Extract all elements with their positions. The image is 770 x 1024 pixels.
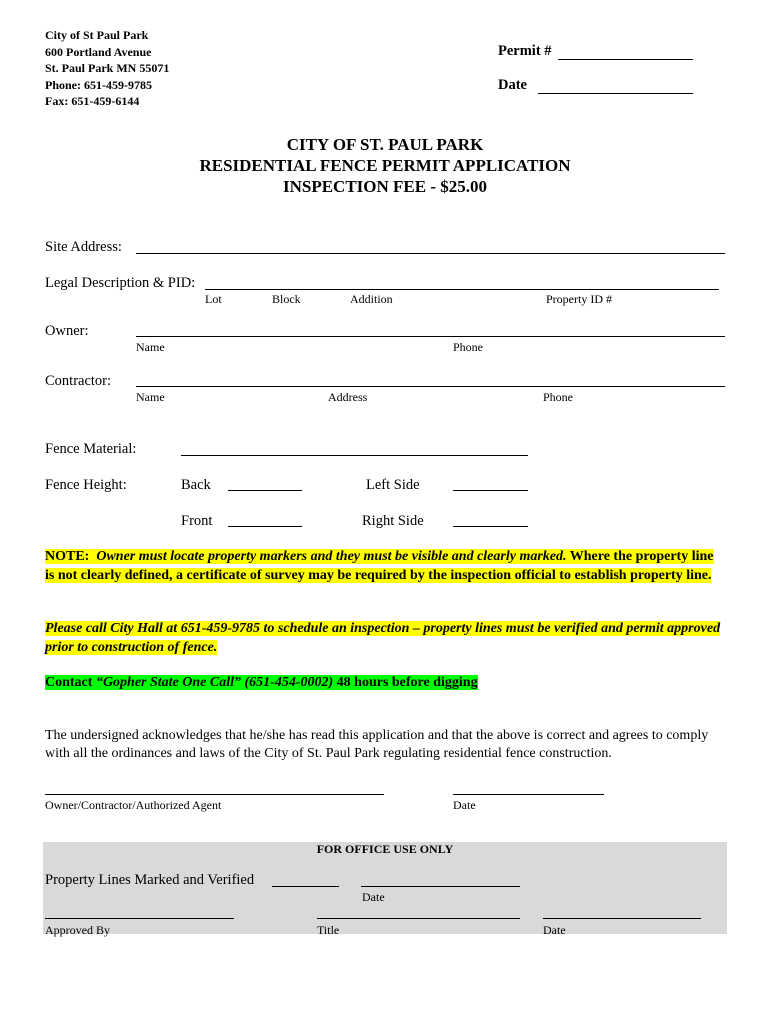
right-side-height-field[interactable] — [453, 526, 528, 527]
block-caption: Block — [272, 292, 301, 306]
call-text: Please call City Hall at 651-459-9785 to schedule an inspection – property lines must be verified and permit approved prior to construction of fence. — [45, 621, 721, 655]
office-title-field[interactable] — [317, 918, 520, 919]
front-height-field[interactable] — [228, 526, 302, 527]
owner-field[interactable] — [136, 336, 725, 337]
contractor-address-caption: Address — [328, 390, 368, 404]
address-line: 600 Portland Avenue — [45, 44, 152, 59]
note-rest: Where the property line is not clearly defined, a certificate of survey may be required by the inspection official to establish property line. — [45, 549, 714, 583]
approval-date-caption: Date — [543, 923, 566, 937]
signature-field[interactable] — [45, 794, 384, 795]
legal-description-label: Legal Description & PID: — [45, 275, 196, 291]
office-use-heading: FOR OFFICE USE ONLY — [316, 842, 454, 856]
gopher-state-note — [45, 674, 725, 693]
front-label: Front — [181, 513, 213, 529]
addition-caption: Addition — [350, 292, 393, 306]
acknowledgement-text: The undersigned acknowledges that he/she has read this application and that the above is correct and agrees to comply with all the ordinances and laws of the City of St. Paul Park regulating residential fence construction. — [45, 728, 709, 761]
contact-suffix: 48 hours before digging — [333, 675, 478, 690]
address-line: Phone: 651-459-9785 — [45, 77, 152, 92]
address-line: St. Paul Park MN 55071 — [45, 61, 170, 75]
left-side-height-field[interactable] — [453, 490, 528, 491]
note-italic: Owner must locate property markers and they must be visible and clearly marked. — [96, 549, 567, 564]
city-address-block — [45, 27, 169, 110]
schedule-inspection-note — [45, 620, 725, 657]
contact-prefix: Contact — [45, 675, 96, 690]
note-prefix: NOTE: — [45, 549, 90, 564]
contractor-label: Contractor: — [45, 373, 112, 389]
property-marker-note — [45, 548, 725, 585]
title-application: RESIDENTIAL FENCE PERMIT APPLICATION — [199, 156, 571, 175]
approval-date-field[interactable] — [543, 918, 701, 919]
permit-number-field[interactable] — [558, 59, 693, 60]
right-side-label: Right Side — [362, 513, 424, 529]
office-date-field[interactable] — [361, 886, 520, 887]
signature-date-field[interactable] — [453, 794, 604, 795]
signer-caption: Owner/Contractor/Authorized Agent — [45, 798, 222, 812]
back-height-field[interactable] — [228, 490, 302, 491]
approved-by-caption: Approved By — [45, 923, 110, 937]
site-address-field[interactable] — [136, 253, 725, 254]
back-label: Back — [181, 477, 211, 493]
lines-marked-label: Property Lines Marked and Verified — [45, 872, 255, 888]
date-field[interactable] — [538, 93, 693, 94]
legal-description-field[interactable] — [205, 289, 719, 290]
office-title-caption: Title — [317, 923, 340, 937]
title-fee: INSPECTION FEE - $25.00 — [282, 177, 488, 196]
permit-label: Permit # — [498, 43, 552, 59]
title-city: CITY OF ST. PAUL PARK — [286, 135, 484, 154]
owner-phone-caption: Phone — [453, 340, 483, 354]
address-line: City of St Paul Park — [45, 28, 149, 42]
contractor-name-caption: Name — [136, 390, 165, 404]
site-address-label: Site Address: — [45, 239, 122, 255]
left-side-label: Left Side — [366, 477, 420, 493]
fence-material-label: Fence Material: — [45, 441, 137, 457]
approved-by-field[interactable] — [45, 918, 234, 919]
date-label: Date — [498, 77, 527, 93]
owner-label: Owner: — [45, 323, 89, 339]
owner-name-caption: Name — [136, 340, 165, 354]
contractor-field[interactable] — [136, 386, 725, 387]
contact-italic: “Gopher State One Call” (651-454-0002) — [95, 675, 334, 690]
lines-marked-field[interactable] — [272, 886, 339, 887]
property-id-caption: Property ID # — [546, 292, 612, 306]
signature-date-caption: Date — [453, 798, 476, 812]
office-date-caption: Date — [362, 890, 385, 904]
fence-height-label: Fence Height: — [45, 477, 127, 493]
fence-material-field[interactable] — [181, 455, 528, 456]
lot-caption: Lot — [205, 292, 222, 306]
address-line: Fax: 651-459-6144 — [45, 94, 140, 108]
contractor-phone-caption: Phone — [543, 390, 573, 404]
